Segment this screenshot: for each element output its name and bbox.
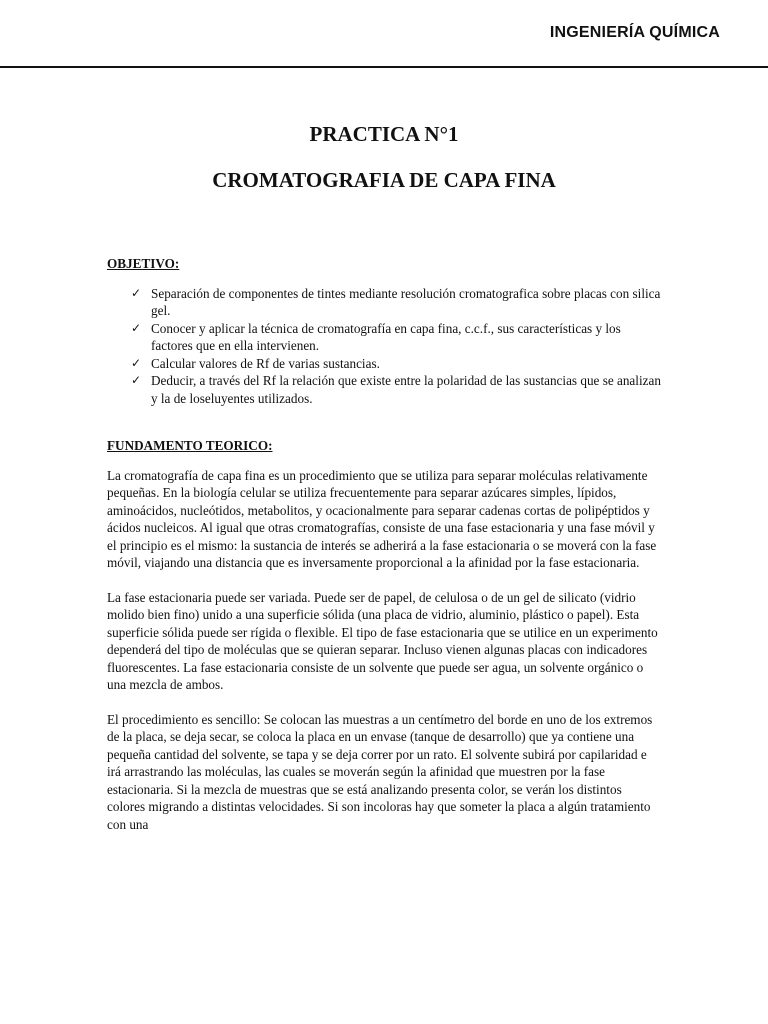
objective-item	[125, 320, 663, 355]
objective-text: Deducir, a través del Rf la relación que existe entre la polaridad de las sustancias que se analizan y la de loseluyentes utilizados.	[151, 373, 661, 406]
objective-item	[125, 285, 663, 320]
body-paragraph: La fase estacionaria puede ser variada. Puede ser de papel, de celulosa o de un gel de silicato (vidrio molido bien fino) unido a una superficie sólida (una placa de vidrio, aluminio, plástico o papel). Esta superficie sólida puede ser rígida o flexible. El tipo de fase estacionaria que se utilice en un experimento dependerá del tipo de moléculas que se quieran separar. Incluso vienen algunas placas con indicadores fluorescentes. La fase estacionaria consiste de un solvente que puede ser agua, un solvente orgánico o una mezcla de ambos.	[107, 589, 658, 692]
header-divider	[0, 66, 768, 68]
header-title: INGENIERÍA QUÍMICA	[549, 24, 720, 41]
document-title: CROMATOGRAFIA DE CAPA FINA	[212, 168, 556, 192]
body-paragraph: La cromatografía de capa fina es un procedimiento que se utiliza para separar moléculas relativamente pequeñas. En la biología celular se utiliza frecuentemente para separar azúcares simples, lípidos, aminoácidos, nucleótidos, metabolitos, y ocacionalmente para separar cadenas cortas de polipéptidos y ácidos nucleicos. Al igual que otras cromatografías, consiste de una fase estacionaria y una fase móvil y el principio es el mismo: la sustancia de interés se adherirá a la fase estacionaria o se moverá con la fase móvil, viajando una distancia que es inversamente proporcional a la afinidad por la fase estacionaria.	[107, 467, 657, 570]
checkmark-icon: ✓	[131, 320, 142, 335]
fundamento-heading: FUNDAMENTO TEORICO:	[107, 438, 273, 453]
practice-number: PRACTICA N°1	[309, 122, 459, 146]
objective-text: Calcular valores de Rf de varias sustancias.	[151, 355, 380, 371]
body-paragraph: El procedimiento es sencillo: Se colocan las muestras a un centímetro del borde en uno de los extremos de la placa, se deja secar, se coloca la placa en un envase (tanque de desarrollo) que ya contiene una pequeña cantidad del solvente, se tapa y se deja correr por un rato. El solvente subirá por capilaridad e irá arrastrando las moléculas, las cuales se moverán según la afinidad que muestren por la fase estacionaria. Si la mezcla de muestras que se está analizando presenta color, se verán los distintos colores migrando a distintas velocidades. Si son incoloras hay que someter la placa a algún tratamiento con una	[107, 711, 653, 832]
objectives-list	[107, 285, 663, 408]
objective-item	[125, 355, 663, 373]
checkmark-icon: ✓	[131, 285, 142, 300]
objective-text: Separación de componentes de tintes mediante resolución cromatografica sobre placas con silica gel.	[151, 285, 661, 318]
objective-text: Conocer y aplicar la técnica de cromatografía en capa fina, c.c.f., sus características y los factores que en ella intervienen.	[151, 320, 621, 353]
document-body	[107, 255, 663, 833]
checkmark-icon: ✓	[131, 355, 142, 370]
checkmark-icon: ✓	[131, 373, 142, 387]
objectives-heading: OBJETIVO:	[107, 256, 180, 271]
objective-item	[125, 372, 663, 407]
